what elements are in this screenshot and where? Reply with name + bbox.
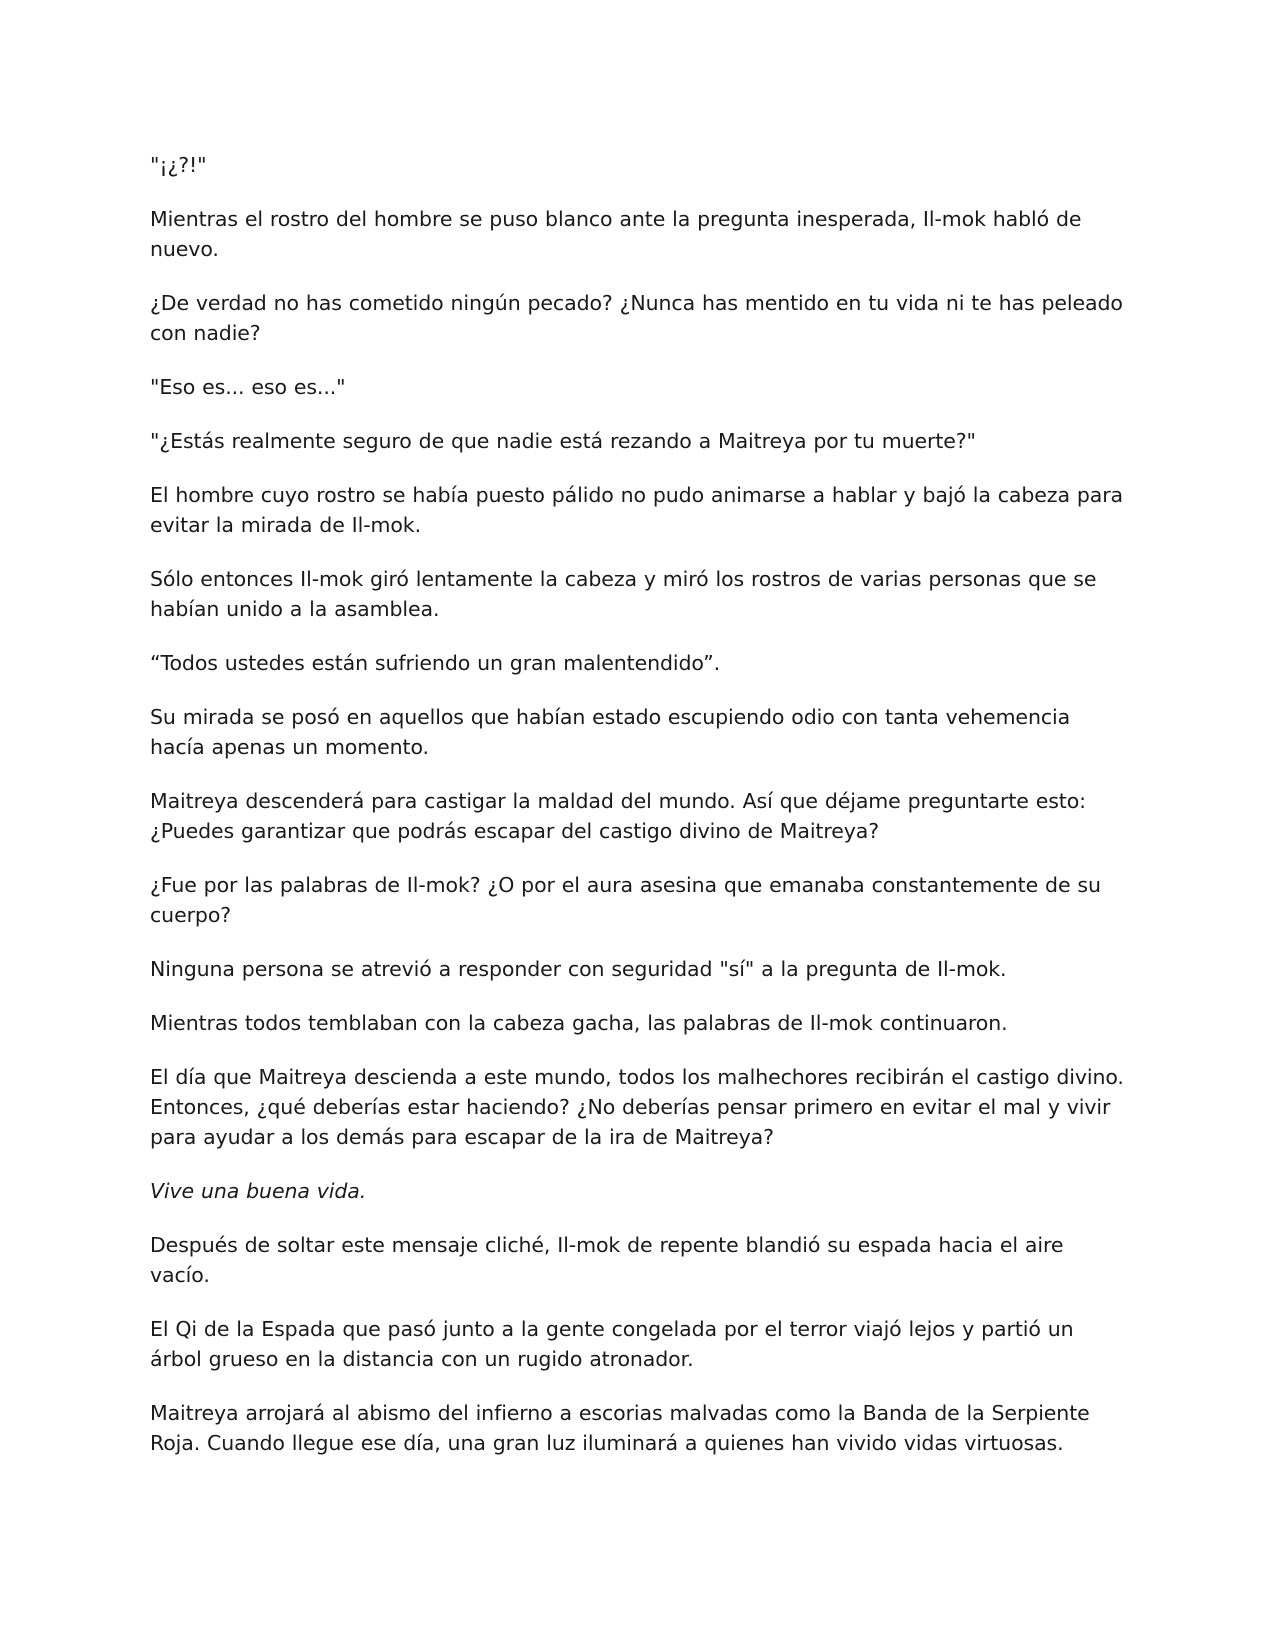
paragraph-12: Ninguna persona se atrevió a responder con seguridad "sí" a la pregunta de Il-mok.: [150, 957, 1007, 981]
paragraph-3: ¿De verdad no has cometido ningún pecado? ¿Nunca has mentido en tu vida ni te has peleado con nadie?: [150, 291, 1123, 345]
paragraph-1: "¡¿?!": [150, 153, 207, 177]
paragraph-10: Maitreya descenderá para castigar la maldad del mundo. Así que déjame preguntarte esto: ¿Puedes garantizar que podrás escapar del castigo divino de Maitreya?: [150, 789, 1086, 843]
paragraph-16: Después de soltar este mensaje cliché, Il-mok de repente blandió su espada hacia el aire vacío.: [150, 1233, 1064, 1287]
paragraph-13: Mientras todos temblaban con la cabeza gacha, las palabras de Il-mok continuaron.: [150, 1011, 1008, 1035]
paragraph-4: "Eso es... eso es...": [150, 375, 346, 399]
paragraph-5: "¿Estás realmente seguro de que nadie está rezando a Maitreya por tu muerte?": [150, 429, 976, 453]
paragraph-14: El día que Maitreya descienda a este mundo, todos los malhechores recibirán el castigo divino. Entonces, ¿qué deberías estar haciendo? ¿No deberías pensar primero en evitar el mal y vivir para ayudar a los demás para escapar de la ira de Maitreya?: [150, 1065, 1124, 1149]
paragraph-18: Maitreya arrojará al abismo del infierno a escorias malvadas como la Banda de la Serpiente Roja. Cuando llegue ese día, una gran luz iluminará a quienes han vivido vidas virtuosas.: [150, 1401, 1090, 1455]
paragraph-15: Vive una buena vida.: [150, 1179, 367, 1203]
paragraph-6: El hombre cuyo rostro se había puesto pálido no pudo animarse a hablar y bajó la cabeza para evitar la mirada de Il-mok.: [150, 483, 1124, 537]
paragraph-7: Sólo entonces Il-mok giró lentamente la cabeza y miró los rostros de varias personas que se habían unido a la asamblea.: [150, 567, 1097, 621]
paragraph-11: ¿Fue por las palabras de Il-mok? ¿O por el aura asesina que emanaba constantemente de su cuerpo?: [150, 873, 1101, 927]
paragraph-17: El Qi de la Espada que pasó junto a la gente congelada por el terror viajó lejos y partió un árbol grueso en la distancia con un rugido atronador.: [150, 1317, 1074, 1371]
paragraph-9: Su mirada se posó en aquellos que habían estado escupiendo odio con tanta vehemencia hacía apenas un momento.: [150, 705, 1071, 759]
paragraph-2: Mientras el rostro del hombre se puso blanco ante la pregunta inesperada, Il-mok habló de nuevo.: [150, 207, 1082, 261]
document-page: [150, 150, 1125, 1482]
paragraph-8: “Todos ustedes están sufriendo un gran malentendido”.: [150, 651, 721, 675]
